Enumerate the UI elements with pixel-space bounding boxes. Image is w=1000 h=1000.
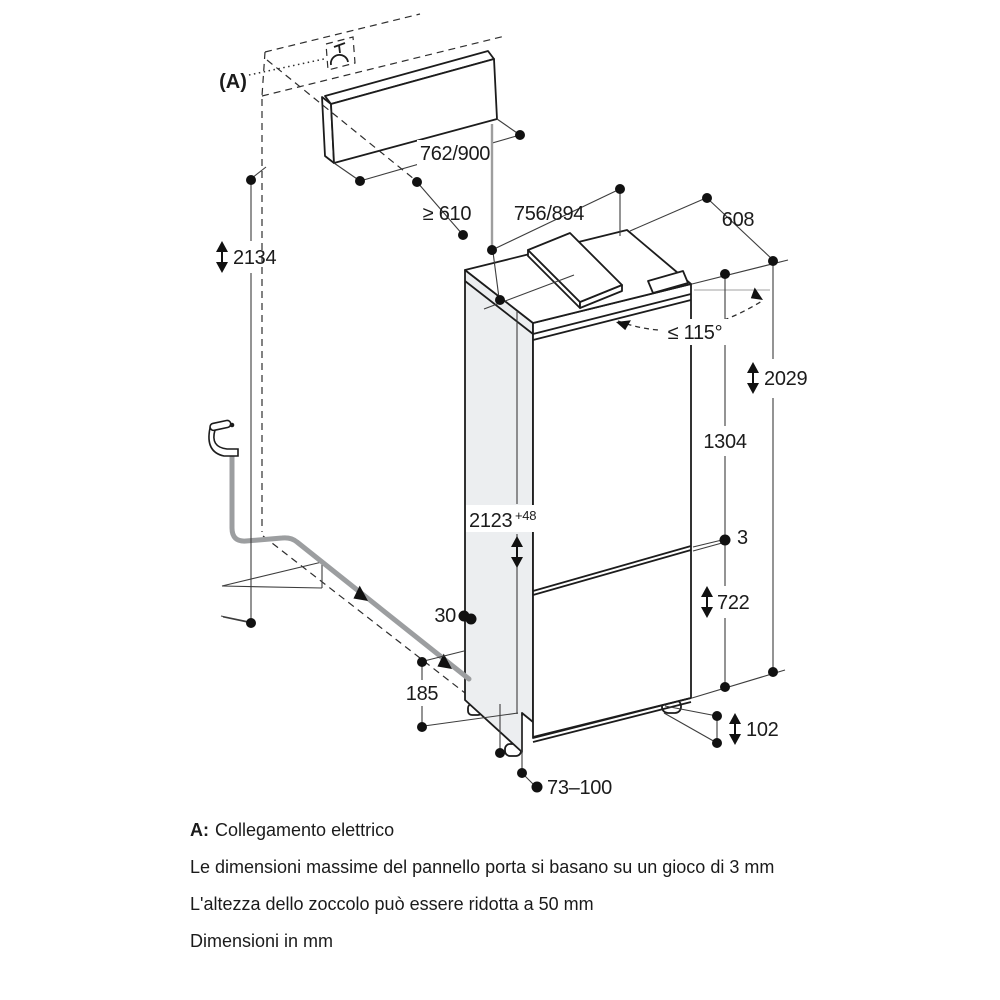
dim-door-width-label: 756/894	[513, 203, 585, 225]
dim-lower-door-label: 722	[717, 592, 750, 614]
water-tap-icon	[209, 420, 238, 456]
power-socket-icon	[331, 43, 348, 65]
refrigerator	[465, 230, 691, 756]
dimension-left-height	[216, 167, 276, 628]
dim-min-depth-label: ≥ 610	[422, 203, 472, 225]
dim-plinth-height-label: 102	[746, 719, 779, 741]
dim-panel-width-label: 762/900	[419, 143, 491, 165]
dim-depth-label: 608	[721, 209, 755, 231]
dimension-total-height	[747, 256, 807, 677]
dim-door-gap-label: 3	[737, 527, 748, 549]
note-door-panel: Le dimensioni massime del pannello porta si basano su un gioco di 3 mm	[190, 857, 775, 877]
dim-niche-height-label: 2123	[469, 510, 513, 532]
fridge-front-doors	[533, 284, 691, 738]
note-units: Dimensioni in mm	[190, 931, 334, 951]
dim-door-swing-label: ≤ 115°	[667, 322, 723, 344]
callout-a-label: (A)	[219, 71, 247, 93]
dim-left-height-label: 2134	[233, 247, 277, 269]
dim-niche-height-tolerance: +48	[515, 508, 537, 523]
note-electrical: A: Collegamento elettrico	[190, 820, 395, 840]
footnotes	[190, 820, 774, 951]
dim-total-height-label: 2029	[764, 368, 808, 390]
water-pipe	[232, 456, 469, 679]
note-plinth: L'altezza dello zoccolo può essere ridotta a 50 mm	[190, 894, 594, 914]
dim-plinth-range-label: 73–100	[547, 777, 612, 799]
dimension-plinth-height	[664, 706, 779, 748]
dim-water-offset-label: 185	[405, 683, 439, 705]
dim-upper-door-label: 1304	[703, 431, 747, 453]
dim-side-clearance-label: 30	[434, 605, 456, 627]
water-supply	[209, 420, 469, 679]
electrical-connection-callout	[219, 37, 355, 93]
